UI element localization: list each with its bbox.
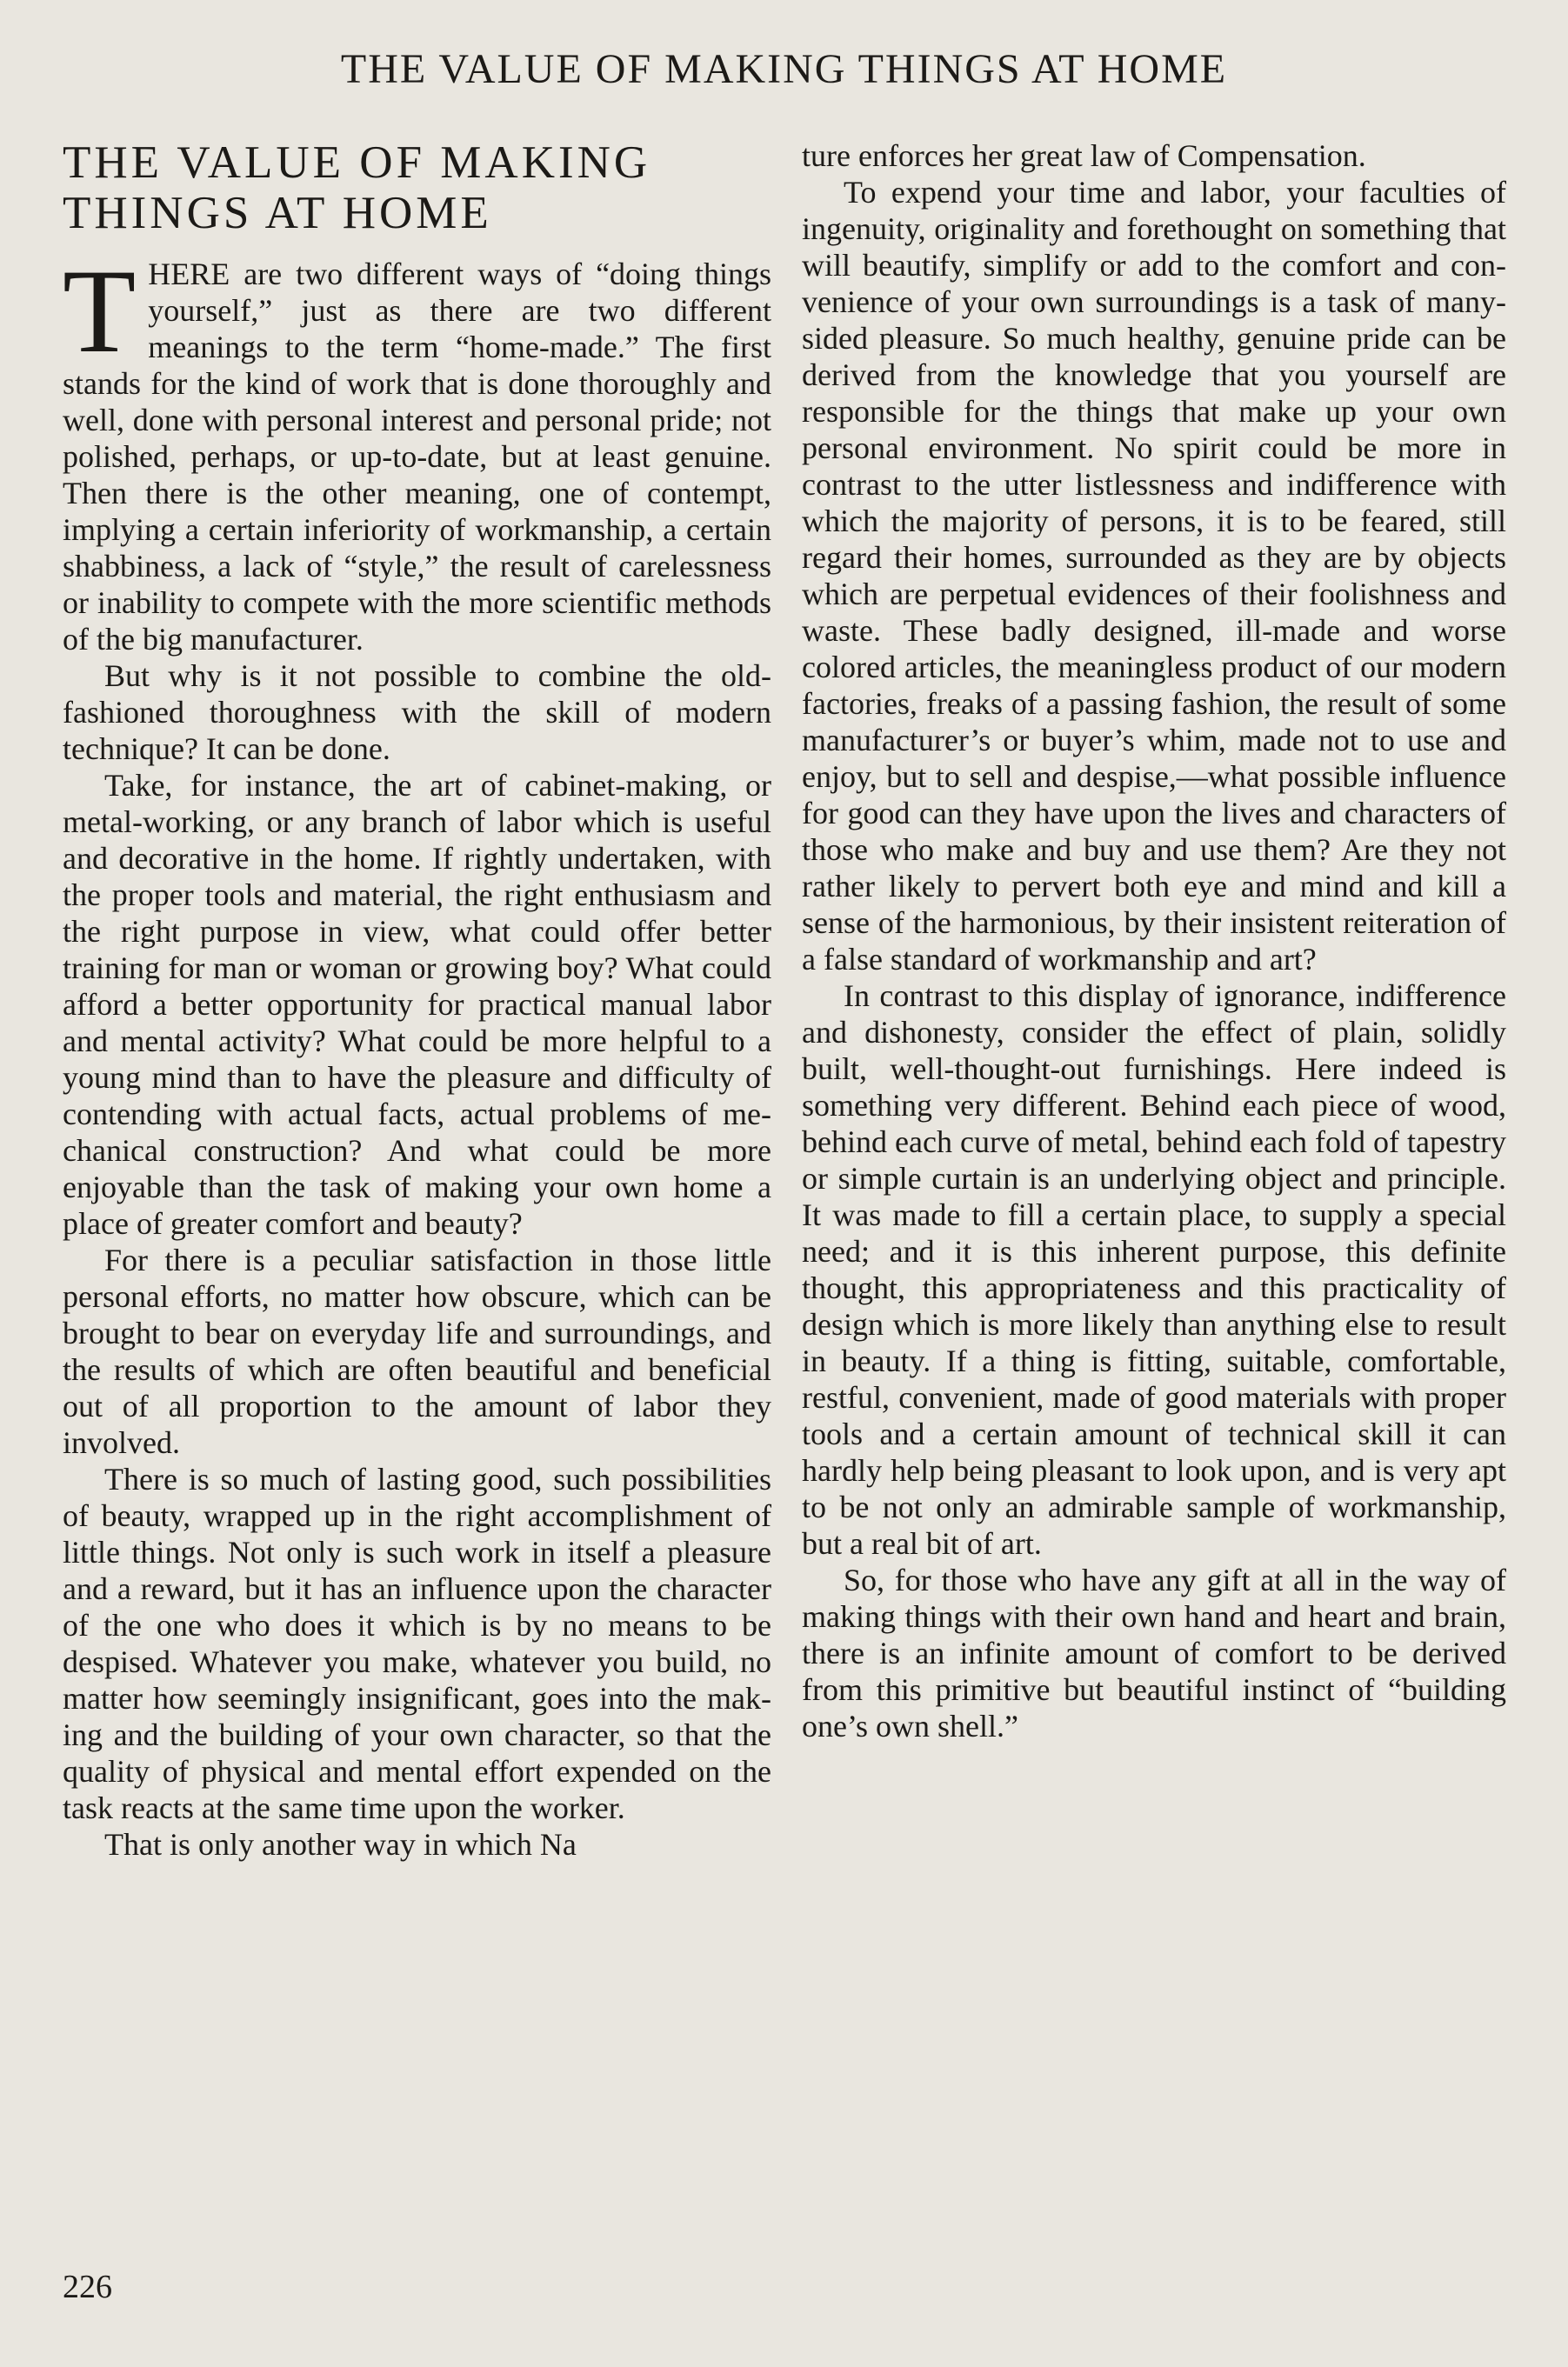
paragraph-6: That is only another way in which Na [104,1827,577,1862]
paragraph-9: So, for those who have any gift at all in the way of making things with their own hand and heart and brain, there is an infinite amount of comfort to be derived from this primitive but beautiful instinct of “building one’s own shell.” [802,1563,1506,1744]
drop-cap: T [63,244,137,377]
page-number: 226 [63,2269,112,2305]
article-title: THE VALUE OF MAKING THINGS AT HOME [63,137,651,238]
paragraph-8: In contrast to this display of ignorance, indifference and dishonesty, consider the effect of plain, solidly built, well-thought-out furnishings. Here indeed is something very different. Behind each piece of wood, behind each curve of metal, behind each fold of tapestry or simple curtain is an underlying object and principle. It was made to fill a certain place, to supply a special need; and it is this inherent purpose, this definite thought, this appropriateness and this practicality of design which is more likely than anything else to result in beauty. If a thing is fitting, suitable, comfortable, restful, convenient, made of good materials with proper tools and a certain amount of technical skill it can hardly help being pleasant to look upon, and is very apt to be not only an admirable sample of workmanship, but a real bit of art. [802,978,1506,1561]
paragraph-1-text: HERE are two different ways of “doing things yourself,” just as there are two different meanings to the term “home-made.” The first stands for the kind of work that is done thoroughly and well, done with personal interest and personal pride; not polished, perhaps, or up-to-date, but at least genuine. Then there is the other meaning, one of contempt, implying a certain inferiority of workmanship, a certain shabbiness, a lack of “style,” the result of carelessness or inability to compete with the more scientific methods of the big manufacturer. [63,257,771,657]
paragraph-7: To expend your time and labor, your faculties of ingenuity, originality and forethought on something that will beautify, simplify or add to the comfort and convenience of your own surroundings is a task of many-sided pleasure. So much healthy, genuine pride can be derived from the knowledge that you yourself are responsible for the things that make up your own personal environment. No spirit could be more in contrast to the utter listlessness and indifference with which the majority of persons, it is to be feared, still regard their homes, surrounded as they are by objects which are perpetual evidences of their foolishness and waste. These badly designed, ill-made and worse colored articles, the meaningless product of our modern factories, freaks of a passing fashion, the result of some manufacturer’s or buyer’s whim, made not to use and enjoy, but to sell and despise,—what possible influence for good can they have upon the lives and characters of those who make and buy and use them? Are they not rather likely to pervert both eye and mind and kill a sense of the harmonious, by their insistent reiteration of a false standard of workmanship and art? [802,175,1506,977]
paragraph-3: Take, for instance, the art of cabinet-making, or metal-working, or any branch of labor which is useful and decorative in the home. If rightly undertaken, with the proper tools and material, the right enthusiasm and the right purpose in view, what could offer better training for man or woman or growing boy? What could afford a better opportunity for practical manual labor and mental activity? What could be more helpful to a young mind than to have the pleasure and difficulty of contending with actual facts, actual problems of mechanical construction? And what could be more enjoyable than the task of making your own home a place of greater comfort and beauty? [63,768,771,1241]
paragraph-2: But why is it not possible to combine the old-fashioned thoroughness with the skill of modern technique? It can be done. [63,658,771,766]
running-head: THE VALUE OF MAKING THINGS AT HOME [340,46,1228,92]
paragraph-1 [63,244,771,657]
left-column [63,137,771,1863]
paragraph-6-continued: ture enforces her great law of Compensation. [802,138,1366,173]
right-column [802,137,1506,1863]
article-body [63,137,1506,1863]
paragraph-5: There is so much of lasting good, such possibilities of beauty, wrapped up in the right accomplishment of little things. Not only is such work in itself a pleasure and a reward, but it has an influence upon the character of the one who does it which is by no means to be despised. Whatever you make, whatever you build, no matter how seemingly insignificant, goes into the making and the building of your own character, so that the quality of physical and mental effort expended on the task reacts at the same time upon the worker. [63,1462,771,1825]
paragraph-4: For there is a peculiar satisfaction in those little personal efforts, no matter how obscure, which can be brought to bear on everyday life and surroundings, and the results of which are often beautiful and beneficial out of all proportion to the amount of labor they involved. [63,1243,771,1460]
